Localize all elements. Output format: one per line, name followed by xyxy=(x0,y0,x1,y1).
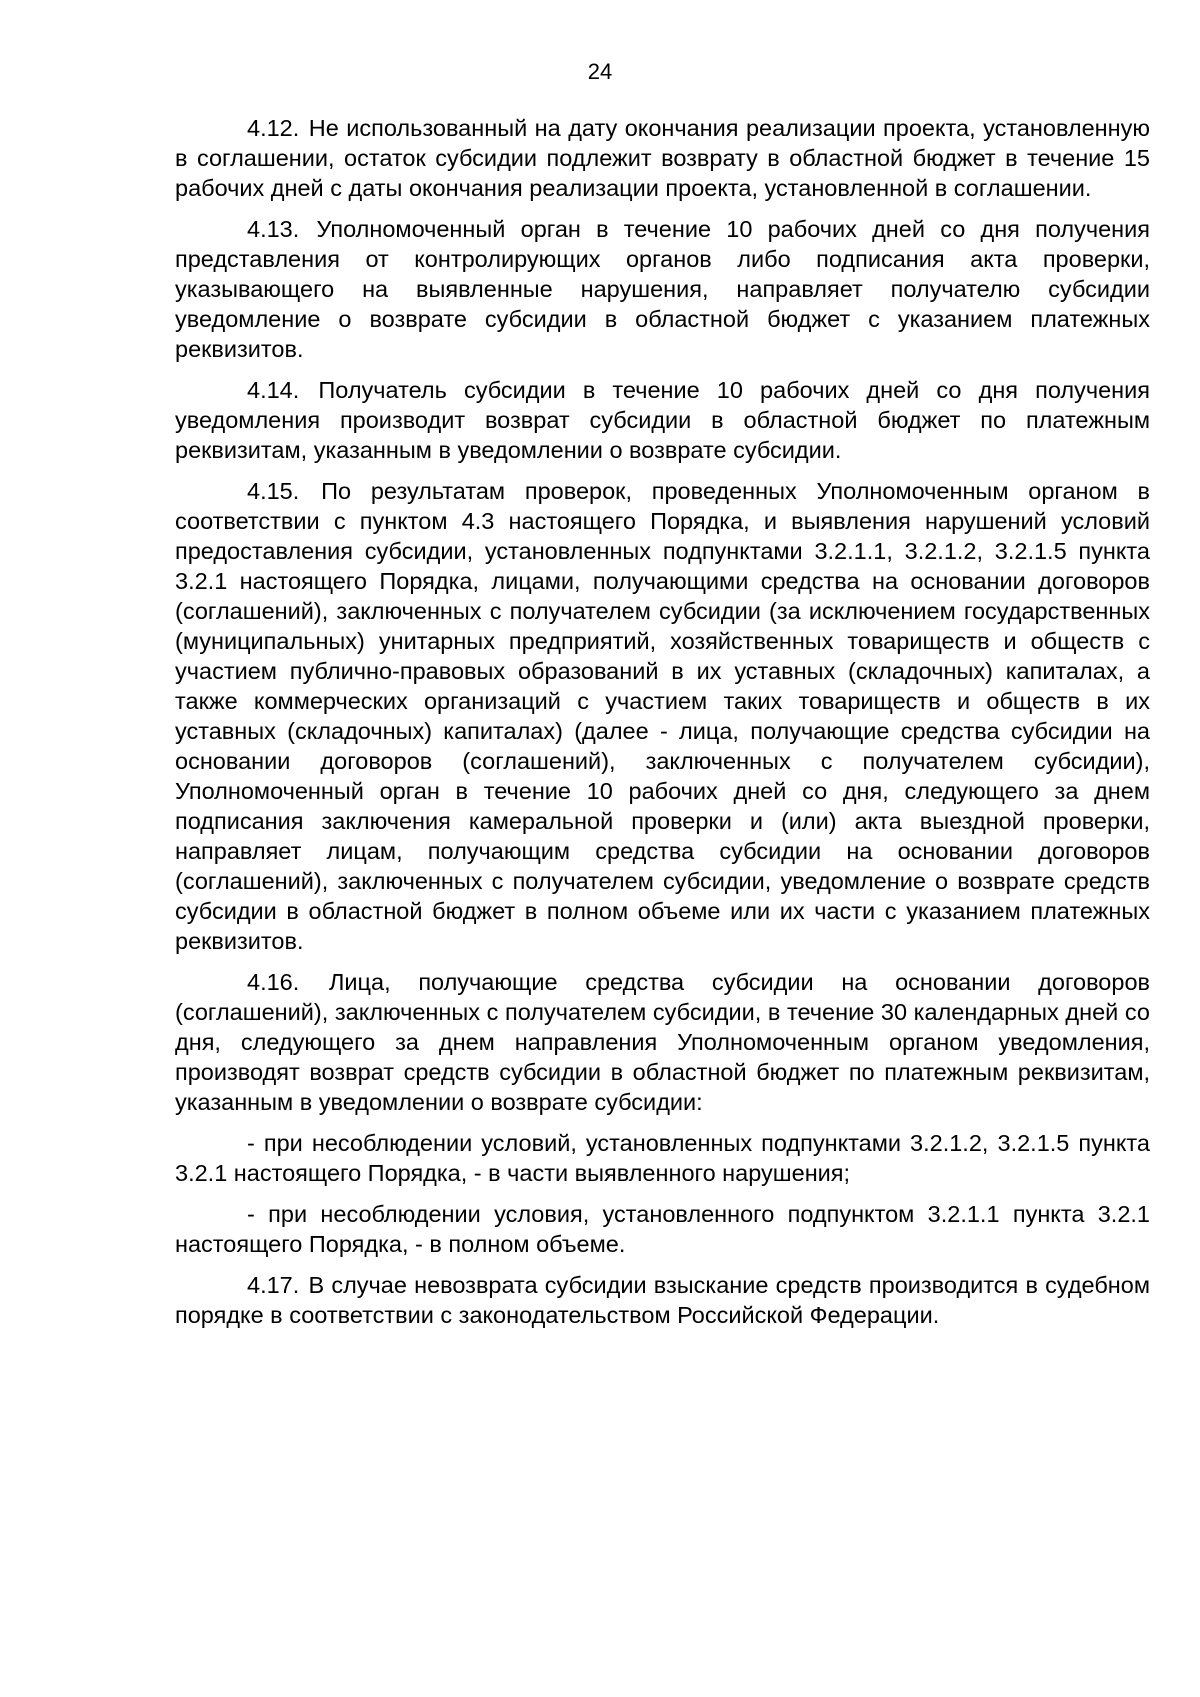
paragraph-text: По результатам проверок, проведенных Уполномоченным органом в соответствии с пунктом 4.3 настоящего Порядка, и выявления нарушений условий предоставления субсидии, установленных подпунктами 3.2.1.1, 3.2.1.2, 3.2.1.5 пункта 3.2.1 настоящего Порядка, лицами, получающими средства на основании договоров (соглашений), заключенных с получателем субсидии (за исключением государственных (муниципальных) унитарных предприятий, хозяйственных товариществ и обществ с участием публично-правовых образований в их уставных (складочных) капиталах, а также коммерческих организаций с участием таких товариществ и обществ в их уставных (складочных) капиталах) (далее - лица, получающие средства субсидии на основании договоров (соглашений), заключенных с получателем субсидии), Уполномоченный орган в течение 10 рабочих дней со дня, следующего за днем подписания заключения камеральной проверки и (или) акта выездной проверки, направляет лицам, получающим средства субсидии на основании договоров (соглашений), заключенных с получателем субсидии, уведомление о возврате средств субсидии в областной бюджет в полном объеме или их части с указанием платежных реквизитов. xyxy=(175,478,1150,954)
paragraph-4-14 xyxy=(175,375,1150,465)
paragraph-text: Не использованный на дату окончания реализации проекта, установленную в соглашении, остаток субсидии подлежит возврату в областной бюджет в течение 15 рабочих дней с даты окончания реализации проекта, установленной в соглашении. xyxy=(175,115,1150,201)
paragraph-text: Лица, получающие средства субсидии на основании договоров (соглашений), заключенных с получателем субсидии, в течение 30 календарных дней со дня, следующего за днем направления Уполномоченным органом уведомления, производят возврат средств субсидии в областной бюджет по платежным реквизитам, указанным в уведомлении о возврате субсидии: xyxy=(175,969,1150,1115)
paragraph-number: 4.12. xyxy=(247,115,300,141)
paragraph-text: Уполномоченный орган в течение 10 рабочих дней со дня получения представления от контролирующих органов либо подписания акта проверки, указывающего на выявленные нарушения, направляет получателю субсидии уведомление о возврате субсидии в областной бюджет с указанием платежных реквизитов. xyxy=(175,216,1150,362)
paragraph-number: 4.16. xyxy=(247,969,300,995)
paragraph-4-12 xyxy=(175,113,1150,203)
paragraph-4-16 xyxy=(175,967,1150,1117)
paragraph-text: Получатель субсидии в течение 10 рабочих дней со дня получения уведомления производит возврат субсидии в областной бюджет по платежным реквизитам, указанным в уведомлении о возврате субсидии. xyxy=(175,377,1151,463)
page-number: 24 xyxy=(587,59,613,84)
paragraph-text: В случае невозврата субсидии взыскание средств производится в судебном порядке в соответствии с законодательством Российской Федерации. xyxy=(175,1272,1151,1328)
list-item-text: - при несоблюдении условия, установленного подпунктом 3.2.1.1 пункта 3.2.1 настоящего Порядка, - в полном объеме. xyxy=(175,1201,1150,1257)
list-item-text: - при несоблюдении условий, установленных подпунктами 3.2.1.2, 3.2.1.5 пункта 3.2.1 настоящего Порядка, - в части выявленного нарушения; xyxy=(175,1130,1150,1186)
list-item-full-return xyxy=(175,1199,1150,1259)
paragraph-4-13 xyxy=(175,214,1150,364)
paragraph-number: 4.14. xyxy=(247,377,300,403)
paragraph-number: 4.15. xyxy=(247,478,300,504)
list-item-partial-return xyxy=(175,1128,1150,1188)
paragraph-number: 4.17. xyxy=(247,1272,300,1298)
paragraph-4-15 xyxy=(175,476,1150,956)
paragraph-number: 4.13. xyxy=(247,216,300,242)
paragraph-4-17 xyxy=(175,1270,1150,1330)
document-body xyxy=(175,113,1150,1341)
